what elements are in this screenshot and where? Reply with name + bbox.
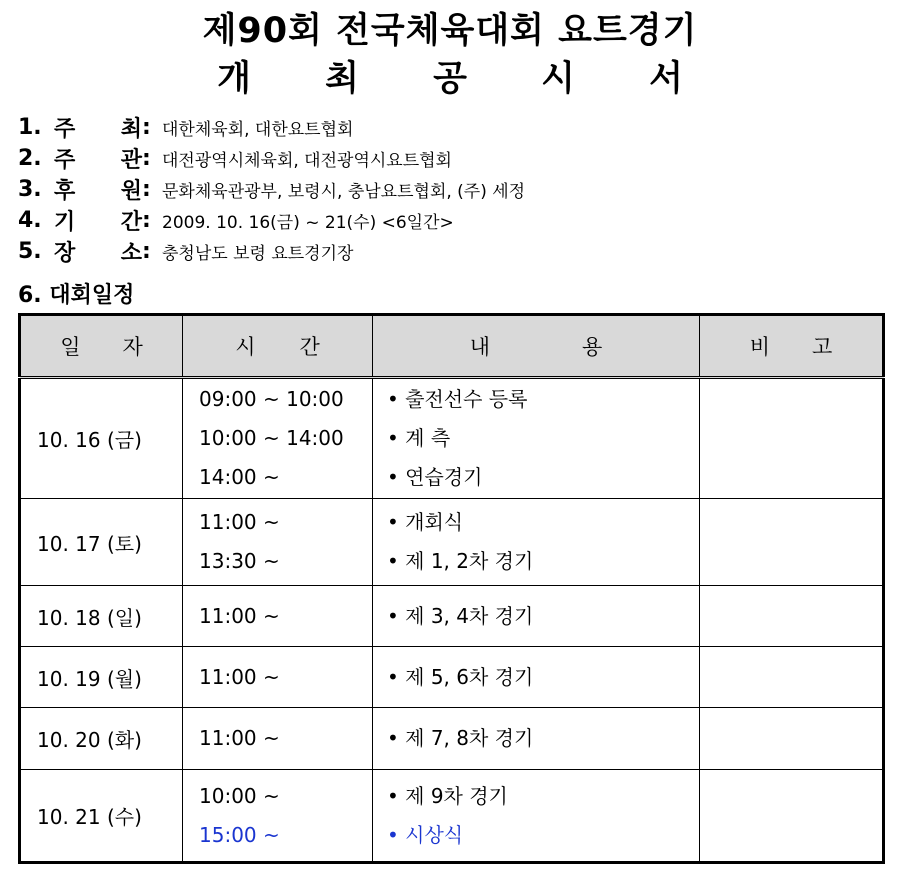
cell-time bbox=[183, 378, 373, 499]
cell-time bbox=[183, 499, 373, 586]
info-number: 3. bbox=[18, 177, 42, 202]
info-value: 대한체육회, 대한요트협회 bbox=[162, 120, 354, 140]
time-line: 10:00 ~ 14:00 bbox=[199, 426, 344, 450]
info-label: 주 관 bbox=[54, 148, 142, 173]
subtitle-char: 최 bbox=[325, 59, 359, 99]
cell-date: 10. 16 (금) bbox=[20, 378, 183, 499]
info-label: 주 최 bbox=[54, 117, 142, 142]
cell-content bbox=[373, 499, 700, 586]
cell-date: 10. 17 (토) bbox=[20, 499, 183, 586]
time-line: 11:00 ~ bbox=[199, 603, 280, 628]
info-value: 2009. 10. 16(금) ~ 21(수) <6일간> bbox=[162, 213, 454, 233]
cell-note bbox=[700, 708, 884, 770]
cell-date: 10. 21 (수) bbox=[20, 770, 183, 863]
time-line: 11:00 ~ bbox=[199, 664, 280, 689]
cell-time bbox=[183, 770, 373, 863]
header-date: 일 자 bbox=[20, 315, 183, 378]
time-line: 11:00 ~ bbox=[199, 510, 280, 534]
info-row bbox=[18, 143, 525, 174]
info-colon: : bbox=[142, 115, 151, 140]
info-row bbox=[18, 236, 525, 267]
table-row bbox=[20, 378, 884, 499]
schedule-table bbox=[18, 313, 885, 864]
subtitle-char: 서 bbox=[649, 59, 683, 99]
event-item: • 제 9차 경기 bbox=[387, 783, 508, 808]
time-line: 11:00 ~ bbox=[199, 726, 280, 750]
cell-note bbox=[700, 586, 884, 647]
time-line: 14:00 ~ bbox=[199, 465, 280, 489]
event-item: • 제 7, 8차 경기 bbox=[387, 726, 534, 750]
time-line: 10:00 ~ bbox=[199, 783, 280, 808]
info-row bbox=[18, 174, 525, 205]
cell-content bbox=[373, 708, 700, 770]
section-heading-schedule: 6. 대회일정 bbox=[18, 283, 135, 308]
table-row bbox=[20, 586, 884, 647]
cell-note bbox=[700, 770, 884, 863]
subtitle-char: 시 bbox=[541, 59, 575, 99]
event-item: • 계 측 bbox=[387, 426, 451, 450]
info-colon: : bbox=[142, 208, 151, 233]
info-colon: : bbox=[142, 177, 151, 202]
info-number: 4. bbox=[18, 208, 42, 233]
event-item: • 제 5, 6차 경기 bbox=[387, 664, 534, 689]
event-item: • 제 3, 4차 경기 bbox=[387, 603, 534, 628]
cell-date: 10. 19 (월) bbox=[20, 647, 183, 708]
table-row bbox=[20, 770, 884, 863]
time-line: 15:00 ~ bbox=[199, 822, 280, 847]
cell-time bbox=[183, 708, 373, 770]
table-row bbox=[20, 499, 884, 586]
table-row bbox=[20, 647, 884, 708]
event-item: • 제 1, 2차 경기 bbox=[387, 549, 534, 573]
info-number: 1. bbox=[18, 115, 42, 140]
table-row bbox=[20, 708, 884, 770]
info-value: 문화체육관광부, 보령시, 충남요트협회, (주) 세정 bbox=[162, 182, 526, 202]
cell-content bbox=[373, 770, 700, 863]
subtitle-char: 개 bbox=[217, 59, 251, 99]
table-header-row bbox=[20, 315, 884, 378]
event-item: • 연습경기 bbox=[387, 465, 483, 489]
document-title: 제90회 전국체육대회 요트경기 bbox=[202, 11, 698, 51]
cell-note bbox=[700, 378, 884, 499]
header-content: 내 용 bbox=[373, 315, 700, 378]
event-item: • 개회식 bbox=[387, 510, 464, 534]
time-line: 09:00 ~ 10:00 bbox=[199, 387, 344, 411]
cell-content bbox=[373, 586, 700, 647]
header-time: 시 간 bbox=[183, 315, 373, 378]
event-item: • 출전선수 등록 bbox=[387, 387, 528, 411]
info-row bbox=[18, 112, 525, 143]
cell-note bbox=[700, 499, 884, 586]
cell-note bbox=[700, 647, 884, 708]
cell-content bbox=[373, 647, 700, 708]
header-note: 비 고 bbox=[700, 315, 884, 378]
info-row bbox=[18, 205, 525, 236]
info-label: 기 간 bbox=[54, 210, 142, 235]
event-item: • 시상식 bbox=[387, 822, 464, 847]
time-line: 13:30 ~ bbox=[199, 549, 280, 573]
info-number: 5. bbox=[18, 239, 42, 264]
info-list bbox=[18, 112, 525, 267]
cell-time bbox=[183, 647, 373, 708]
info-label: 장 소 bbox=[54, 241, 142, 266]
subtitle-char: 공 bbox=[433, 59, 467, 99]
document-subtitle bbox=[0, 60, 900, 98]
cell-content bbox=[373, 378, 700, 499]
info-number: 2. bbox=[18, 146, 42, 171]
cell-date: 10. 20 (화) bbox=[20, 708, 183, 770]
info-label: 후 원 bbox=[54, 179, 142, 204]
info-colon: : bbox=[142, 146, 151, 171]
info-colon: : bbox=[142, 239, 151, 264]
cell-time bbox=[183, 586, 373, 647]
info-value: 대전광역시체육회, 대전광역시요트협회 bbox=[162, 151, 452, 171]
info-value: 충청남도 보령 요트경기장 bbox=[162, 244, 354, 264]
cell-date: 10. 18 (일) bbox=[20, 586, 183, 647]
